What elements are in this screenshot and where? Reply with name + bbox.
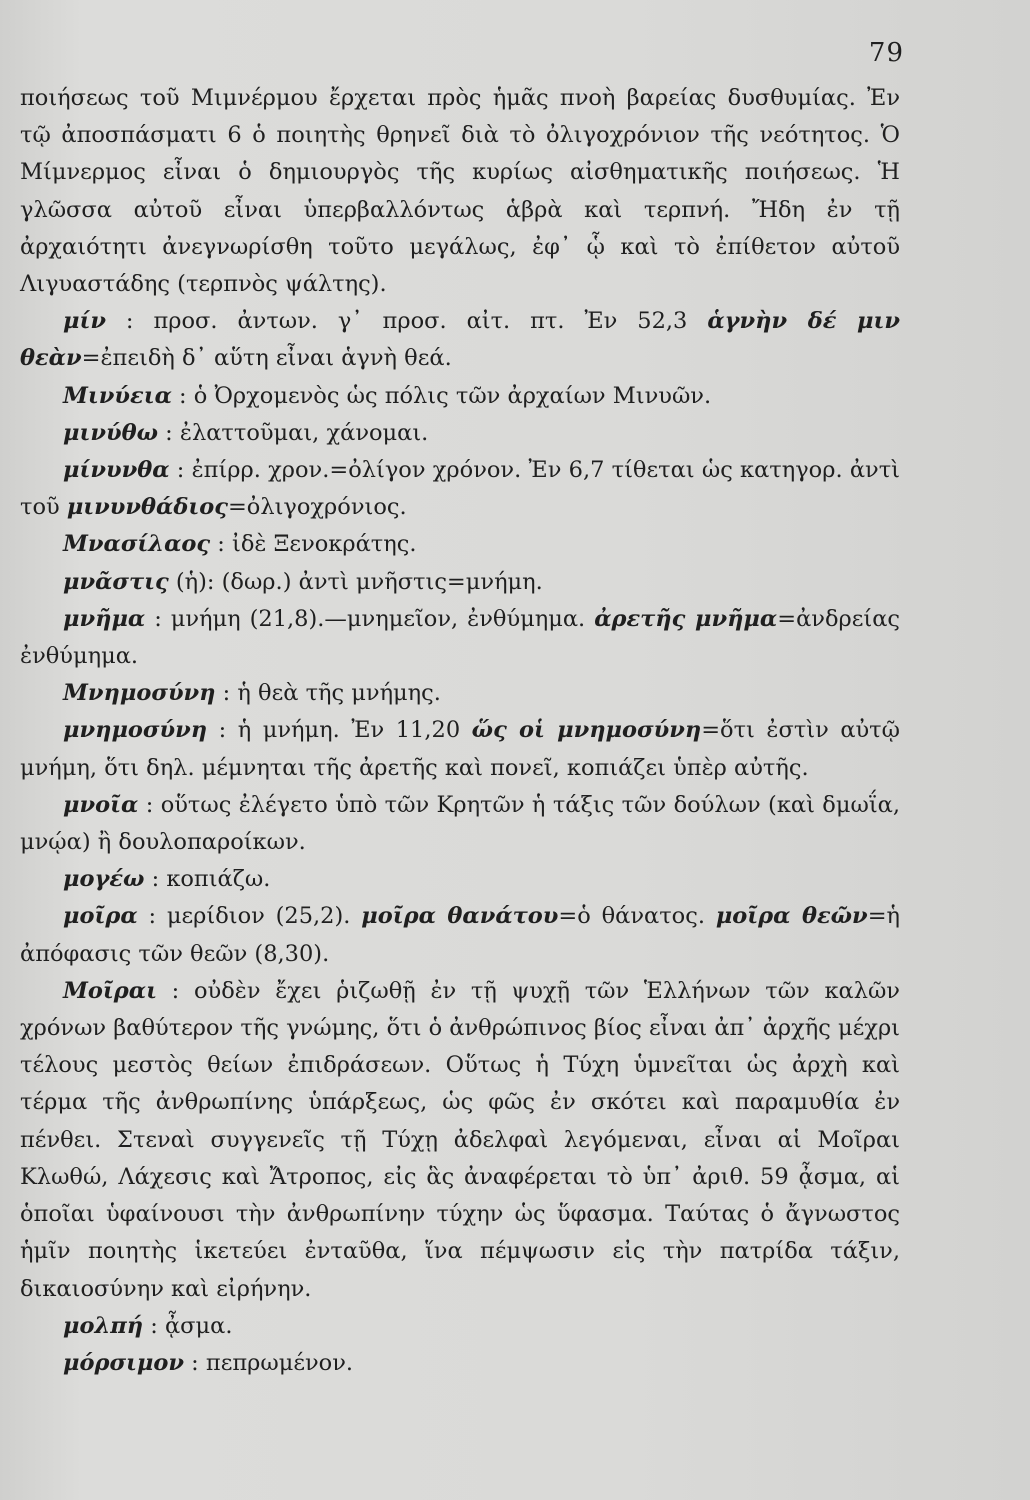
entry-text: : ὁ Ὀρχομενὸς ὡς πόλις τῶν ἀρχαίων Μινυῶν.: [171, 382, 712, 409]
glossary-entry: [20, 415, 900, 452]
entry-text: : κοπιάζω.: [144, 866, 271, 893]
page-body: [20, 80, 900, 1382]
glossary-entry: [20, 1308, 900, 1345]
entry-phrase: μινυνθάδιος: [66, 494, 228, 521]
glossary-entry: [20, 675, 900, 712]
entry-text: =ἀνδρείας ἐνθύμημα.: [20, 605, 900, 670]
glossary-entry: [20, 861, 900, 898]
page-number: 79: [868, 38, 904, 68]
glossary-entry: [20, 898, 900, 972]
entry-text: : μνήμη (21,8).—μνημεῖον, ἐνθύμημα.: [145, 605, 595, 632]
headword: μίν: [63, 308, 106, 335]
headword: μόρσιμον: [63, 1349, 185, 1376]
headword: μνᾶστις: [63, 568, 169, 595]
headword: Μνασίλαος: [63, 531, 211, 558]
headword: μολπή: [63, 1312, 144, 1339]
entry-text: : ἡ θεὰ τῆς μνήμης.: [215, 680, 441, 707]
intro-paragraph: ποιήσεως τοῦ Μιμνέρμου ἔρχεται πρὸς ἡμᾶς πνοὴ βαρείας δυσθυμίας. Ἐν τῷ ἀποσπάσματι 6 ὁ ποιητὴς θρηνεῖ διὰ τὸ ὀλιγοχρόνιον τῆς νεότητος. Ὁ Μίμνερμος εἶναι ὁ δημιουργὸς τῆς κυρίως αἰσθηματικῆς ποιήσεως. Ἡ γλῶσσα αὐτοῦ εἶναι ὑπερβαλλόντως ἁβρὰ καὶ τερπνή. Ἤδη ἐν τῇ ἀρχαιότητι ἀνεγνωρίσθη τοῦτο μεγάλως, ἐφ᾽ ᾧ καὶ τὸ ἐπίθετον αὐτοῦ Λιγυαστάδης (τερπνὸς ψάλτης).: [20, 85, 900, 298]
headword: μογέω: [63, 866, 145, 893]
entry-text: : ᾆσμα.: [143, 1312, 233, 1339]
entry-text: =ὅτι ἐστὶν αὐτῷ μνήμη, ὅτι δηλ. μέμνηται τῆς ἀρετῆς καὶ πονεῖ, κοπιάζει ὑπὲρ αὐτῆς.: [20, 717, 900, 781]
entry-text: : μερίδιον (25,2).: [137, 903, 362, 930]
glossary-entry: [20, 1345, 900, 1382]
glossary-entry: [20, 973, 900, 1308]
glossary-entries: [20, 303, 900, 1382]
glossary-entry: [20, 452, 900, 526]
entry-text: =ἡ ἀπόφασις τῶν θεῶν (8,30).: [20, 903, 901, 967]
entry-text: : ἰδὲ Ξενοκράτης.: [210, 531, 417, 558]
entry-phrase: ἁγνὴν δέ μιν θεὰν: [20, 308, 900, 372]
headword: μνοῖα: [63, 791, 139, 818]
entry-text: : ἐπίρρ. χρον.=ὀλίγον χρόνον. Ἐν 6,7 τίθεται ὡς κατηγορ. ἀντὶ τοῦ: [20, 457, 900, 521]
entry-text: =ὁ θάνατος.: [558, 903, 716, 930]
glossary-entry: [20, 526, 900, 563]
entry-text: =ὀλιγοχρόνιος.: [227, 494, 407, 521]
glossary-entry: [20, 378, 900, 415]
headword: Μινύεια: [63, 382, 172, 409]
entry-phrase: μοῖρα θεῶν: [715, 903, 868, 930]
entry-text: : ἐλαττοῦμαι, χάνομαι.: [158, 419, 429, 446]
glossary-entry: [20, 787, 900, 861]
headword: μοῖρα: [63, 903, 138, 930]
headword: μνημοσύνη: [63, 717, 208, 744]
glossary-entry: [20, 564, 900, 601]
entry-text: : ἡ μνήμη. Ἐν 11,20: [207, 717, 472, 744]
entry-text: (ἡ): (δωρ.) ἀντὶ μνῆστις=μνήμη.: [168, 568, 543, 595]
entry-text: : προσ. ἀντων. γ᾽ προσ. αἰτ. πτ. Ἐν 52,3: [105, 308, 708, 335]
entry-phrase: μοῖρα θανάτου: [361, 903, 559, 930]
entry-text: =ἐπειδὴ δ᾽ αὕτη εἶναι ἁγνὴ θεά.: [81, 345, 452, 372]
headword: Μοῖραι: [63, 977, 157, 1004]
entry-text: : οὐδὲν ἔχει ῥιζωθῇ ἐν τῇ ψυχῇ τῶν Ἑλλήνων τῶν καλῶν χρόνων βαθύτερον τῆς γνώμης, ὅτι ὁ ἀνθρώπινος βίος εἶναι ἀπ᾽ ἀρχῆς μέχρι τέλους μεστὸς θείων ἐπιδράσεων. Οὕτως ἡ Τύχη ὑμνεῖται ὡς ἀρχὴ καὶ τέρμα τῆς ἀνθρωπίνης ὑπάρξεως, ὡς φῶς ἐν σκότει καὶ παραμυθία ἐν πένθει. Στεναὶ συγγενεῖς τῇ Τύχῃ ἀδελφαὶ λεγόμεναι, εἶναι αἱ Μοῖραι Κλωθώ, Λάχεσις καὶ Ἄτροπος, εἰς ἃς ἀναφέρεται τὸ ὑπ᾽ ἀριθ. 59 ᾆσμα, αἱ ὁποῖαι ὑφαίνουσι τὴν ἀνθρωπίνην τύχην ὡς ὕφασμα. Ταύτας ὁ ἄγνωστος ἡμῖν ποιητὴς ἱκετεύει ἐνταῦθα, ἵνα πέμψωσιν εἰς τὴν πατρίδα τάξιν, δικαιοσύνην καὶ εἰρήνην.: [20, 977, 900, 1302]
headword: μινύθω: [63, 419, 159, 446]
glossary-entry: [20, 712, 900, 786]
entry-text: : πεπρωμένον.: [184, 1349, 354, 1376]
glossary-entry: [20, 303, 900, 377]
entry-phrase: ὥς οἱ μνημοσύνη: [471, 717, 702, 744]
headword: μνῆμα: [63, 605, 146, 632]
headword: μίνυνθα: [63, 457, 170, 484]
glossary-entry: [20, 601, 900, 675]
entry-text: : οὕτως ἐλέγετο ὑπὸ τῶν Κρητῶν ἡ τάξις τῶν δούλων (καὶ δμωΐα, μνῴα) ἢ δουλοπαροίκων.: [20, 791, 900, 856]
headword: Μνημοσύνη: [63, 680, 216, 707]
entry-phrase: ἀρετῆς μνῆμα: [594, 605, 778, 632]
